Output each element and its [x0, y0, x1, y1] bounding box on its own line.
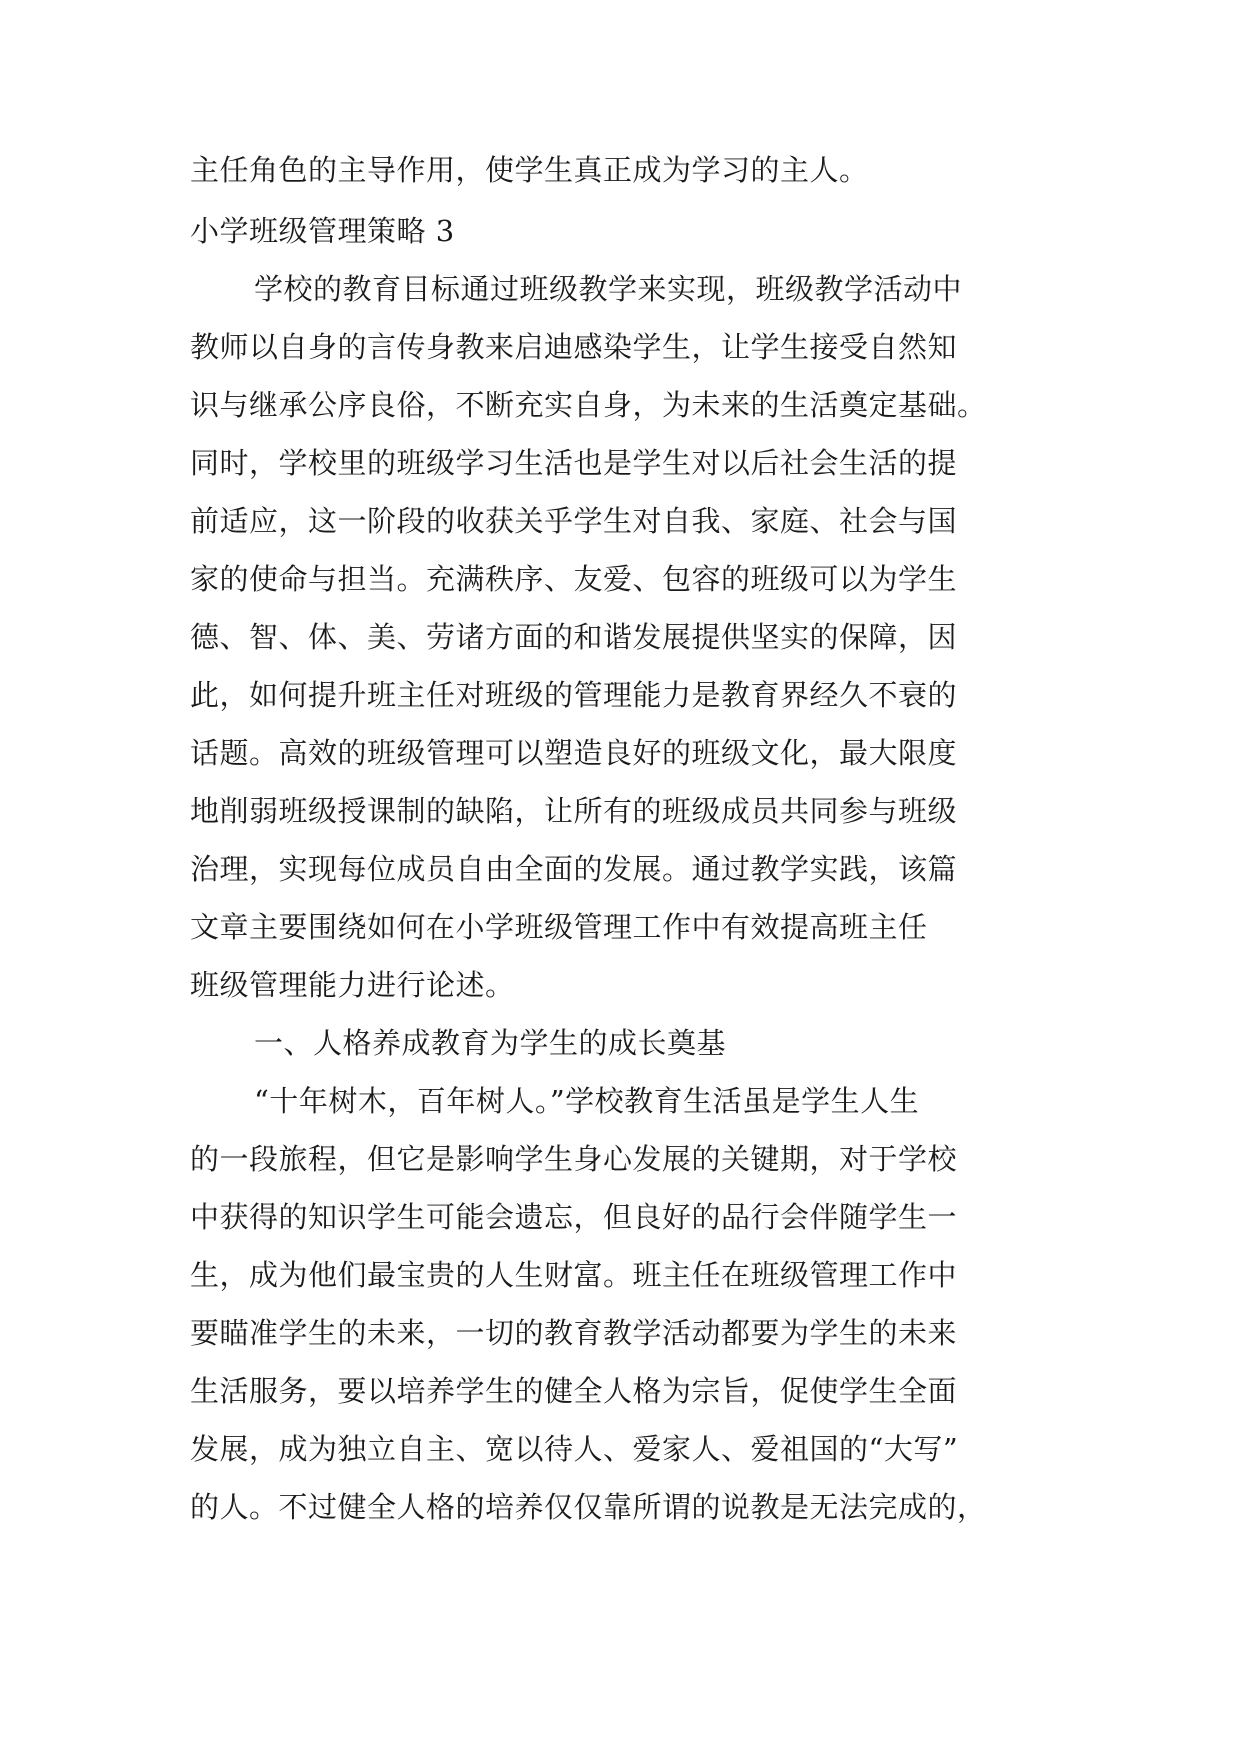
text-line: 德、智、体、美、劳诸方面的和谐发展提供坚实的保障，因 — [190, 620, 958, 654]
text-line: 中获得的知识学生可能会遗忘，但良好的品行会伴随学生一 — [190, 1200, 958, 1234]
text-line: 此，如何提升班主任对班级的管理能力是教育界经久不衰的 — [190, 678, 958, 712]
text-line: 话题。高效的班级管理可以塑造良好的班级文化，最大限度 — [190, 736, 958, 770]
text-line: 治理，实现每位成员自由全面的发展。通过教学实践，该篇 — [190, 852, 958, 886]
text-line: 的人。不过健全人格的培养仅仅靠所谓的说教是无法完成的， — [190, 1490, 987, 1524]
text-line: 生，成为他们最宝贵的人生财富。班主任在班级管理工作中 — [190, 1258, 958, 1292]
text-line: 家的使命与担当。充满秩序、友爱、包容的班级可以为学生 — [190, 562, 958, 596]
subsection-heading: 一、人格养成教育为学生的成长奠基 — [254, 1026, 727, 1060]
text-line: 地削弱班级授课制的缺陷，让所有的班级成员共同参与班级 — [190, 794, 958, 828]
paragraph-first-line: “十年树木，百年树人。”学校教育生活虽是学生人生 — [254, 1084, 920, 1118]
text-line: 发展，成为独立自主、宽以待人、爱家人、爱祖国的“大写” — [190, 1432, 959, 1466]
section-heading: 小学班级管理策略 3 — [190, 214, 455, 248]
text-line: 前适应，这一阶段的收获关乎学生对自我、家庭、社会与国 — [190, 504, 958, 538]
text-line: 识与继承公序良俗，不断充实自身，为未来的生活奠定基础。 — [190, 388, 987, 422]
paragraph-first-line: 学校的教育目标通过班级教学来实现，班级教学活动中 — [254, 272, 963, 306]
text-line: 的一段旅程，但它是影响学生身心发展的关键期，对于学校 — [190, 1142, 958, 1176]
text-line: 文章主要围绕如何在小学班级管理工作中有效提高班主任 — [190, 910, 928, 944]
text-line: 主任角色的主导作用，使学生真正成为学习的主人。 — [190, 153, 869, 187]
text-line: 班级管理能力进行论述。 — [190, 968, 515, 1002]
text-line: 生活服务，要以培养学生的健全人格为宗旨，促使学生全面 — [190, 1374, 958, 1408]
text-line: 要瞄准学生的未来，一切的教育教学活动都要为学生的未来 — [190, 1316, 958, 1350]
text-line: 教师以自身的言传身教来启迪感染学生，让学生接受自然知 — [190, 330, 958, 364]
text-line: 同时，学校里的班级学习生活也是学生对以后社会生活的提 — [190, 446, 958, 480]
